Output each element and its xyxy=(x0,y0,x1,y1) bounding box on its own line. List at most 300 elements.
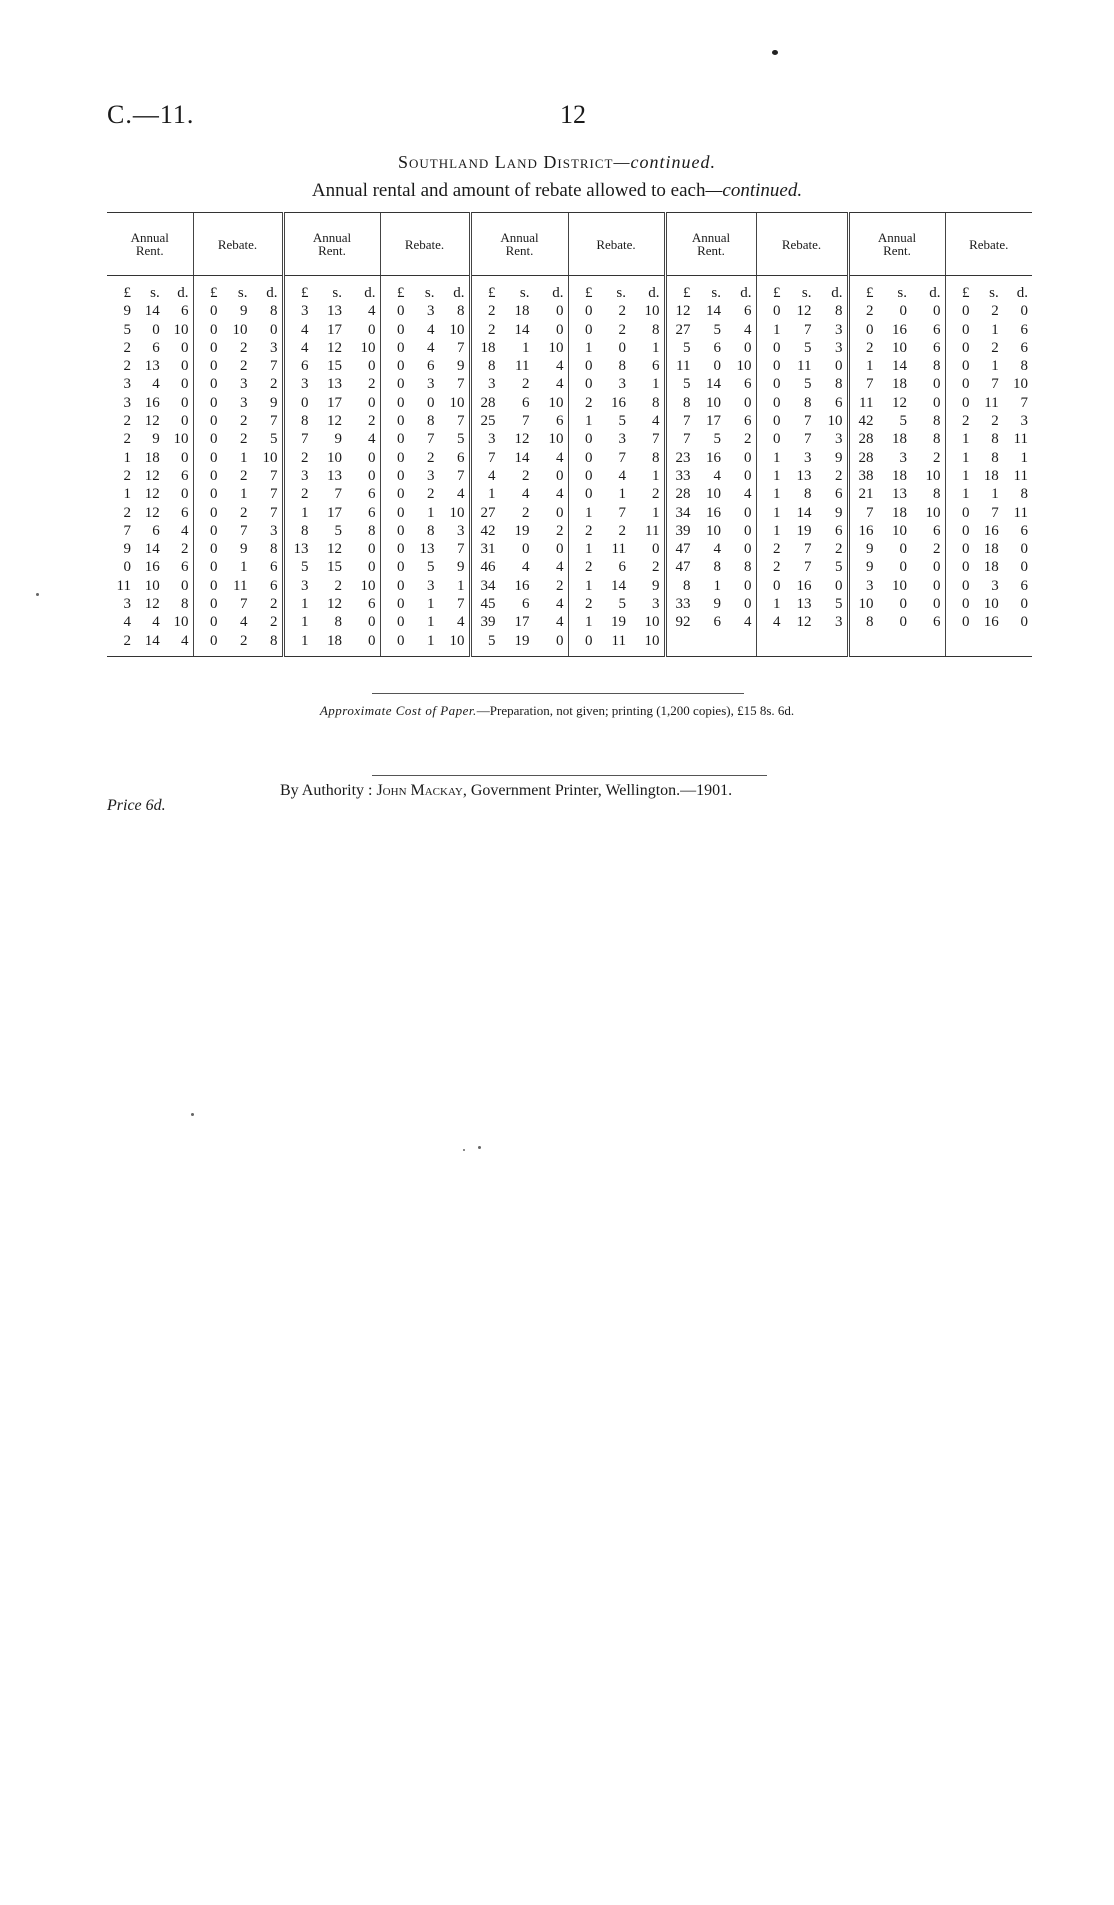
shillings-value: 4 xyxy=(152,376,160,393)
shillings-value: 1 xyxy=(991,321,999,338)
pounds-value: 4 xyxy=(301,321,309,338)
pence-value: 4 xyxy=(556,596,564,613)
pounds-value: 0 xyxy=(397,413,405,430)
amount-entry xyxy=(291,522,376,540)
amount-entry xyxy=(387,632,465,650)
pounds-value: 0 xyxy=(397,486,405,503)
pounds-value: 11 xyxy=(116,577,131,594)
pence-value: 10 xyxy=(360,339,376,356)
amount-entry xyxy=(673,558,752,576)
pounds-value: 9 xyxy=(123,303,131,320)
pence-value: 6 xyxy=(270,559,278,576)
rebate-column xyxy=(756,276,848,657)
pounds-value: 4 xyxy=(488,467,496,484)
pounds-value: 8 xyxy=(683,394,691,411)
pounds-value: 3 xyxy=(123,376,131,393)
pence-value: 8 xyxy=(181,596,189,613)
pence-value: 8 xyxy=(835,376,843,393)
amount-entry xyxy=(575,357,660,375)
shillings-value: 6 xyxy=(152,339,160,356)
amount-entry xyxy=(387,613,465,631)
amount-entry xyxy=(673,522,752,540)
amount-entry xyxy=(200,558,278,576)
shillings-value: 0 xyxy=(713,358,721,375)
pounds-value: 7 xyxy=(866,504,874,521)
pence-value: 6 xyxy=(835,486,843,503)
pence-value: 0 xyxy=(368,321,376,338)
pounds-value: 13 xyxy=(293,541,309,558)
cost-text: —Preparation, not given; printing (1,200 copies), £15 8s. 6d. xyxy=(476,703,795,718)
pence-value: 6 xyxy=(744,303,752,320)
shillings-value: 9 xyxy=(240,303,248,320)
shillings-value: 10 xyxy=(892,522,907,539)
pence-value: 8 xyxy=(1020,358,1028,375)
currency-unit: £ xyxy=(585,285,593,301)
shillings-value: 4 xyxy=(618,467,626,484)
amount-entry xyxy=(478,357,564,375)
pence-value: 0 xyxy=(744,339,752,356)
pence-value: 0 xyxy=(1020,303,1028,320)
pence-value: 6 xyxy=(181,504,189,521)
pounds-value: 3 xyxy=(301,303,309,320)
pounds-value: 9 xyxy=(123,541,131,558)
shillings-value: 14 xyxy=(514,449,530,466)
amount-entry xyxy=(200,467,278,485)
amount-entry xyxy=(952,522,1029,540)
pence-value: 0 xyxy=(744,467,752,484)
pounds-value: 46 xyxy=(480,559,496,576)
pence-value: 5 xyxy=(270,431,278,448)
pounds-value: 1 xyxy=(773,596,781,613)
amount-entry xyxy=(291,302,376,320)
shillings-value: 12 xyxy=(144,596,160,613)
amount-entry xyxy=(673,412,752,430)
shillings-value: 8 xyxy=(991,431,999,448)
amount-entry xyxy=(856,467,941,485)
pence-value: 0 xyxy=(835,358,843,375)
shillings-value: 0 xyxy=(899,596,907,613)
pence-value: 10 xyxy=(173,614,189,631)
shillings-value: 2 xyxy=(240,339,248,356)
shillings-value: 16 xyxy=(706,449,721,466)
table-header-row xyxy=(107,213,1032,276)
pounds-value: 3 xyxy=(866,577,874,594)
amount-entry xyxy=(387,412,465,430)
amount-entry xyxy=(478,394,564,412)
pence-value: 0 xyxy=(744,522,752,539)
pounds-value: 0 xyxy=(397,431,405,448)
pounds-value: 0 xyxy=(397,596,405,613)
pence-value: 11 xyxy=(645,522,660,539)
pence-value: 0 xyxy=(181,394,189,411)
pence-value: 10 xyxy=(827,413,843,430)
pence-value: 9 xyxy=(835,449,843,466)
pence-value: 8 xyxy=(368,522,376,539)
amount-entry xyxy=(478,302,564,320)
shillings-value: 3 xyxy=(427,376,435,393)
amount-entry xyxy=(856,504,941,522)
pounds-value: 7 xyxy=(123,522,131,539)
amount-entry xyxy=(478,375,564,393)
amount-entry xyxy=(200,321,278,339)
pounds-value: 2 xyxy=(488,303,496,320)
pence-value: 10 xyxy=(449,632,465,649)
pence-value: 10 xyxy=(644,632,660,649)
pounds-value: 0 xyxy=(397,449,405,466)
shillings-value: 8 xyxy=(427,522,435,539)
shillings-value: 0 xyxy=(618,339,626,356)
amount-entry xyxy=(952,540,1029,558)
pence-value: 2 xyxy=(368,376,376,393)
amount-entry xyxy=(952,394,1029,412)
amount-entry xyxy=(113,394,189,412)
pounds-value: 8 xyxy=(301,413,309,430)
annual-rent-column xyxy=(283,276,380,657)
amount-entry xyxy=(291,595,376,613)
amount-entry xyxy=(387,339,465,357)
pence-value: 7 xyxy=(457,467,465,484)
amount-entry xyxy=(856,339,941,357)
shillings-value: 5 xyxy=(713,431,721,448)
pounds-value: 0 xyxy=(397,303,405,320)
district-heading xyxy=(0,152,1114,173)
shillings-value: 2 xyxy=(240,413,248,430)
pounds-value: 0 xyxy=(210,577,218,594)
shillings-value: 9 xyxy=(713,596,721,613)
amount-entry xyxy=(575,449,660,467)
pounds-value: 1 xyxy=(123,486,131,503)
amount-entry xyxy=(763,430,843,448)
pence-value: 3 xyxy=(270,522,278,539)
amount-entry xyxy=(387,357,465,375)
subtitle-continued: —continued. xyxy=(705,180,803,201)
shillings-value: 8 xyxy=(618,358,626,375)
pounds-value: 1 xyxy=(773,486,781,503)
pence-value: 4 xyxy=(556,449,564,466)
amount-entry xyxy=(763,394,843,412)
pence-value: 0 xyxy=(1020,596,1028,613)
amount-entry xyxy=(763,558,843,576)
amount-entry xyxy=(673,595,752,613)
shillings-value: 13 xyxy=(327,303,342,320)
pence-value: 0 xyxy=(556,504,564,521)
currency-unit: d. xyxy=(740,285,752,301)
amount-entry xyxy=(200,412,278,430)
pounds-value: 1 xyxy=(301,632,309,649)
amount-entry xyxy=(478,522,564,540)
amount-entry xyxy=(575,412,660,430)
pence-value: 1 xyxy=(652,467,660,484)
pence-value: 6 xyxy=(933,339,941,356)
pounds-value: 0 xyxy=(397,321,405,338)
currency-units-row xyxy=(952,284,1029,302)
pounds-value: 1 xyxy=(123,449,131,466)
amount-entry xyxy=(856,485,941,503)
pence-value: 10 xyxy=(925,467,941,484)
shillings-value: 2 xyxy=(618,321,626,338)
pence-value: 7 xyxy=(270,504,278,521)
currency-unit: d. xyxy=(552,285,564,301)
pounds-value: 23 xyxy=(675,449,691,466)
pounds-value: 1 xyxy=(301,614,309,631)
pounds-value: 2 xyxy=(123,339,131,356)
scan-speck xyxy=(36,593,39,596)
amount-entry xyxy=(291,412,376,430)
shillings-value: 11 xyxy=(984,394,999,411)
currency-unit: s. xyxy=(237,285,248,301)
shillings-value: 9 xyxy=(334,431,342,448)
pounds-value: 0 xyxy=(962,303,970,320)
pence-value: 0 xyxy=(556,321,564,338)
amount-entry xyxy=(387,430,465,448)
amount-entry xyxy=(387,321,465,339)
pence-value: 0 xyxy=(556,467,564,484)
amount-entry xyxy=(478,613,564,631)
shillings-value: 8 xyxy=(804,394,812,411)
amount-entry xyxy=(763,467,843,485)
pounds-value: 28 xyxy=(858,449,874,466)
currency-unit: d. xyxy=(266,285,278,301)
currency-unit: s. xyxy=(616,285,626,301)
amount-entry xyxy=(856,522,941,540)
annual-rent-column xyxy=(470,276,568,657)
amount-entry xyxy=(856,577,941,595)
pounds-value: 1 xyxy=(773,522,781,539)
pounds-value: 1 xyxy=(962,486,970,503)
pounds-value: 2 xyxy=(488,321,496,338)
amount-entry xyxy=(113,449,189,467)
pounds-value: 0 xyxy=(962,614,970,631)
pence-value: 7 xyxy=(1020,394,1028,411)
shillings-value: 3 xyxy=(804,449,812,466)
pence-value: 10 xyxy=(449,504,465,521)
amount-entry xyxy=(856,613,941,631)
shillings-value: 18 xyxy=(983,467,999,484)
pence-value: 0 xyxy=(181,486,189,503)
pence-value: 6 xyxy=(181,467,189,484)
pence-value: 0 xyxy=(556,541,564,558)
pounds-value: 8 xyxy=(866,614,874,631)
pounds-value: 0 xyxy=(210,394,218,411)
shillings-value: 0 xyxy=(522,541,530,558)
pence-value: 6 xyxy=(933,614,941,631)
amount-entry xyxy=(291,339,376,357)
amount-entry xyxy=(763,595,843,613)
shillings-value: 11 xyxy=(611,541,626,558)
pounds-value: 2 xyxy=(123,431,131,448)
pence-value: 6 xyxy=(181,303,189,320)
pounds-value: 0 xyxy=(123,559,131,576)
currency-units-row xyxy=(673,284,752,302)
pounds-value: 42 xyxy=(480,522,496,539)
pounds-value: 5 xyxy=(301,559,309,576)
pence-value: 0 xyxy=(181,413,189,430)
annual-rent-column xyxy=(848,276,945,657)
pence-value: 10 xyxy=(644,303,660,320)
pence-value: 7 xyxy=(270,467,278,484)
pence-value: 3 xyxy=(270,339,278,356)
currency-unit: £ xyxy=(488,285,496,301)
currency-units-row xyxy=(387,284,465,302)
amount-entry xyxy=(113,613,189,631)
pounds-value: 0 xyxy=(962,522,970,539)
rebate-table xyxy=(107,212,1032,657)
pence-value: 0 xyxy=(744,541,752,558)
pence-value: 8 xyxy=(744,559,752,576)
pounds-value: 0 xyxy=(210,559,218,576)
amount-entry xyxy=(200,577,278,595)
shillings-value: 2 xyxy=(991,303,999,320)
amount-entry xyxy=(478,339,564,357)
pounds-value: 45 xyxy=(480,596,496,613)
pence-value: 4 xyxy=(556,358,564,375)
shillings-value: 16 xyxy=(983,614,999,631)
pence-value: 7 xyxy=(457,376,465,393)
page-number: 12 xyxy=(560,100,586,129)
amount-entry xyxy=(952,577,1029,595)
rebate-column xyxy=(568,276,665,657)
amount-entry xyxy=(113,595,189,613)
subtitle-text: Annual rental and amount of rebate allowed to each xyxy=(311,180,706,201)
currency-units-row xyxy=(113,284,189,302)
pounds-value: 0 xyxy=(210,413,218,430)
shillings-value: 8 xyxy=(804,486,812,503)
pounds-value: 0 xyxy=(773,394,781,411)
currency-unit: s. xyxy=(424,285,435,301)
pounds-value: 0 xyxy=(301,394,309,411)
shillings-value: 18 xyxy=(983,541,999,558)
currency-unit: £ xyxy=(866,285,874,301)
pounds-value: 0 xyxy=(962,358,970,375)
amount-entry xyxy=(763,485,843,503)
shillings-value: 1 xyxy=(713,577,721,594)
pence-value: 4 xyxy=(368,303,376,320)
pence-value: 2 xyxy=(270,614,278,631)
shillings-value: 4 xyxy=(522,559,530,576)
shillings-value: 11 xyxy=(611,632,626,649)
shillings-value: 5 xyxy=(427,559,435,576)
amount-entry xyxy=(200,302,278,320)
pounds-value: 2 xyxy=(585,596,593,613)
amount-entry xyxy=(575,613,660,631)
pence-value: 11 xyxy=(1013,504,1028,521)
pounds-value: 42 xyxy=(858,413,874,430)
pounds-value: 2 xyxy=(301,449,309,466)
amount-entry xyxy=(673,485,752,503)
pounds-value: 0 xyxy=(962,321,970,338)
shillings-value: 18 xyxy=(892,467,907,484)
amount-entry xyxy=(200,504,278,522)
shillings-value: 17 xyxy=(514,614,530,631)
pounds-value: 0 xyxy=(866,321,874,338)
amount-entry xyxy=(387,595,465,613)
currency-unit: £ xyxy=(683,285,691,301)
pence-value: 6 xyxy=(270,577,278,594)
pence-value: 2 xyxy=(556,522,564,539)
shillings-value: 1 xyxy=(991,358,999,375)
shillings-value: 10 xyxy=(892,339,907,356)
pence-value: 1 xyxy=(652,339,660,356)
shillings-value: 19 xyxy=(514,632,530,649)
pence-value: 3 xyxy=(1020,413,1028,430)
pounds-value: 1 xyxy=(773,321,781,338)
pence-value: 6 xyxy=(1020,577,1028,594)
shillings-value: 16 xyxy=(892,321,907,338)
pounds-value: 0 xyxy=(962,504,970,521)
currency-unit: d. xyxy=(364,285,376,301)
pounds-value: 0 xyxy=(210,449,218,466)
pence-value: 0 xyxy=(556,303,564,320)
amount-entry xyxy=(763,504,843,522)
shillings-value: 7 xyxy=(334,486,342,503)
pence-value: 0 xyxy=(270,321,278,338)
pounds-value: 6 xyxy=(301,358,309,375)
amount-entry xyxy=(200,357,278,375)
shillings-value: 2 xyxy=(240,632,248,649)
pounds-value: 11 xyxy=(859,394,874,411)
pounds-value: 28 xyxy=(675,486,691,503)
amount-entry xyxy=(575,522,660,540)
amount-entry xyxy=(200,522,278,540)
amount-entry xyxy=(478,558,564,576)
amount-entry xyxy=(113,467,189,485)
pounds-value: 0 xyxy=(585,376,593,393)
shillings-value: 2 xyxy=(991,413,999,430)
pounds-value: 0 xyxy=(397,614,405,631)
currency-units-row xyxy=(763,284,843,302)
pence-value: 8 xyxy=(835,303,843,320)
shillings-value: 10 xyxy=(706,394,721,411)
pence-value: 10 xyxy=(1013,376,1028,393)
pounds-value: 11 xyxy=(676,358,691,375)
pounds-value: 0 xyxy=(962,376,970,393)
shillings-value: 2 xyxy=(334,577,342,594)
amount-entry xyxy=(113,632,189,650)
authority-divider xyxy=(372,775,767,776)
pence-value: 2 xyxy=(835,467,843,484)
shillings-value: 2 xyxy=(240,358,248,375)
shillings-value: 17 xyxy=(327,394,342,411)
shillings-value: 18 xyxy=(514,303,530,320)
amount-entry xyxy=(952,504,1029,522)
shillings-value: 1 xyxy=(427,504,435,521)
pence-value: 6 xyxy=(933,522,941,539)
pounds-value: 18 xyxy=(480,339,496,356)
amount-entry xyxy=(575,632,660,650)
printer-name: John Mackay xyxy=(376,782,463,799)
shillings-value: 12 xyxy=(144,504,160,521)
shillings-value: 3 xyxy=(618,376,626,393)
amount-entry xyxy=(200,394,278,412)
amount-entry xyxy=(763,449,843,467)
shillings-value: 2 xyxy=(618,522,626,539)
shillings-value: 16 xyxy=(983,522,999,539)
amount-entry xyxy=(575,375,660,393)
currency-units-row xyxy=(200,284,278,302)
shillings-value: 15 xyxy=(327,358,342,375)
shillings-value: 13 xyxy=(419,541,435,558)
amount-entry xyxy=(673,302,752,320)
shillings-value: 4 xyxy=(152,614,160,631)
shillings-value: 2 xyxy=(427,486,435,503)
pence-value: 8 xyxy=(933,431,941,448)
rebate-column xyxy=(380,276,470,657)
currency-unit: d. xyxy=(831,285,843,301)
amount-entry xyxy=(113,375,189,393)
amount-entry xyxy=(673,375,752,393)
pounds-value: 3 xyxy=(301,467,309,484)
shillings-value: 8 xyxy=(713,559,721,576)
